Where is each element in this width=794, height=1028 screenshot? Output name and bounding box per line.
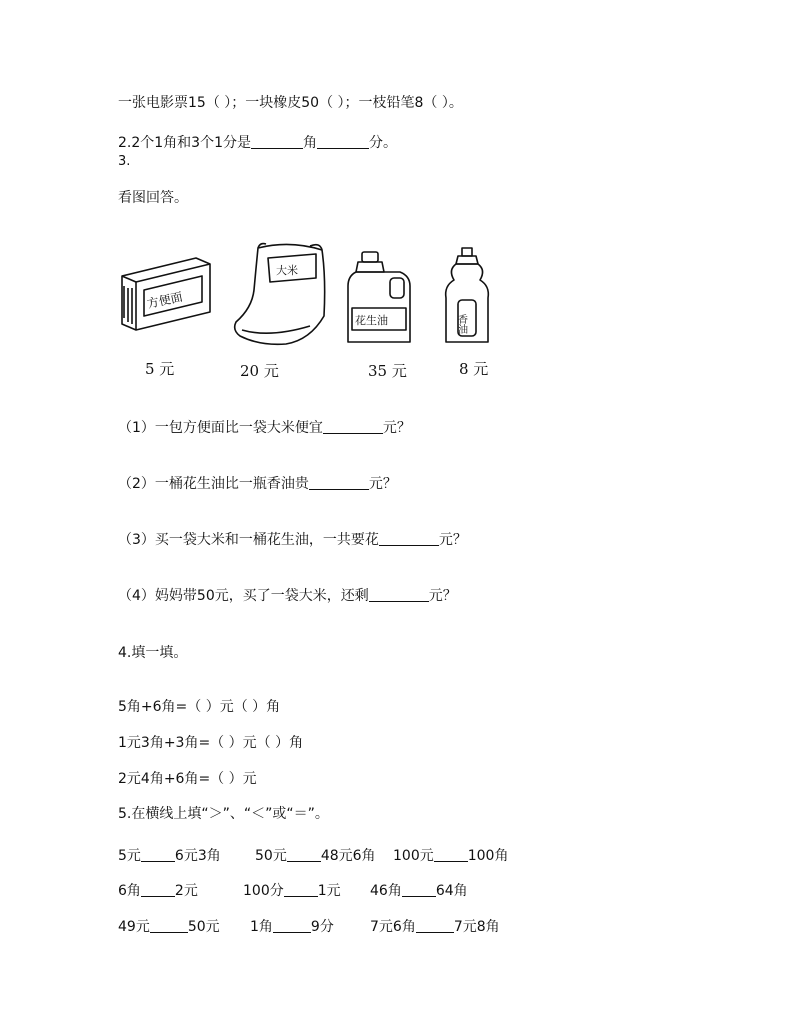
question-4-title: 4.填一填。: [118, 645, 188, 661]
compare-blank[interactable]: [284, 882, 318, 897]
question-5-title: 5.在横线上填“＞”、“＜”或“＝”。: [118, 806, 329, 822]
compare-blank[interactable]: [402, 882, 436, 897]
question-1: 一张电影票15（ ）；一块橡皮50（ ）；一枝铅笔8（ ）。: [118, 95, 463, 111]
question-2-unit-jiao: 角: [303, 135, 317, 151]
compare-item: [255, 845, 376, 865]
answer-blank[interactable]: [323, 419, 383, 434]
peanut-oil-label: 花生油: [355, 314, 388, 327]
question-3-instruction: 看图回答。: [118, 190, 188, 206]
sesame-oil-label: 香油: [455, 314, 467, 334]
price-peanut-oil: 35 元: [368, 362, 407, 380]
sub-question-suffix: 元？: [368, 476, 397, 492]
price-rice: 20 元: [240, 362, 279, 380]
rice-bag-label: 大米: [276, 264, 298, 277]
sub-question-4: [118, 587, 457, 605]
rice-bag-image: [235, 244, 325, 345]
answer-blank[interactable]: [309, 475, 369, 490]
compare-blank[interactable]: [141, 847, 175, 862]
sub-question-text: （1）一包方便面比一袋大米便宜: [118, 420, 323, 436]
question-2: [118, 134, 397, 152]
compare-item: [118, 880, 198, 900]
compare-blank[interactable]: [273, 918, 311, 933]
instant-noodles-image: [122, 258, 210, 330]
compare-right: 100角: [467, 848, 509, 864]
compare-blank[interactable]: [434, 847, 468, 862]
answer-blank[interactable]: [317, 134, 369, 149]
sub-question-3: [118, 531, 467, 549]
fill-line-1: 5角+6角=（ ）元（ ）角: [118, 699, 281, 715]
compare-blank[interactable]: [150, 918, 188, 933]
compare-item: [370, 916, 500, 936]
compare-blank[interactable]: [287, 847, 321, 862]
compare-right: 2元: [174, 883, 198, 899]
compare-right: 1元: [317, 883, 341, 899]
compare-right: 48元6角: [320, 848, 376, 864]
compare-right: 9分: [310, 919, 334, 935]
compare-left: 50元: [255, 848, 287, 864]
question-3-number: 3.: [118, 154, 131, 169]
answer-blank[interactable]: [369, 587, 429, 602]
compare-item: [118, 916, 220, 936]
compare-item: [370, 880, 468, 900]
sub-question-suffix: 元？: [382, 420, 411, 436]
compare-left: 46角: [370, 883, 402, 899]
product-illustrations: [110, 238, 510, 350]
compare-blank[interactable]: [416, 918, 454, 933]
compare-left: 1角: [250, 919, 273, 935]
price-sesame-oil: 8 元: [459, 360, 489, 378]
fill-line-2: 1元3角+3角=（ ）元（ ）角: [118, 735, 304, 751]
compare-left: 100分: [243, 883, 284, 899]
compare-left: 49元: [118, 919, 150, 935]
compare-right: 50元: [187, 919, 220, 935]
compare-item: [250, 916, 334, 936]
compare-item: [243, 880, 341, 900]
compare-left: 5元: [118, 848, 141, 864]
answer-blank[interactable]: [251, 134, 303, 149]
compare-left: 100元: [393, 848, 434, 864]
price-instant-noodles: 5 元: [145, 360, 175, 378]
compare-right: 6元3角: [174, 848, 221, 864]
sub-question-suffix: 元？: [438, 532, 467, 548]
compare-right: 7元8角: [453, 919, 500, 935]
peanut-oil-image: [348, 252, 410, 342]
compare-item: [393, 845, 508, 865]
sesame-oil-image: [446, 248, 489, 342]
question-2-unit-fen: 分。: [369, 135, 397, 151]
compare-blank[interactable]: [141, 882, 175, 897]
question-2-text: 2.2个1角和3个1分是: [118, 135, 251, 151]
sub-question-suffix: 元？: [428, 588, 457, 604]
compare-left: 6角: [118, 883, 141, 899]
sub-question-1: [118, 419, 411, 437]
compare-right: 64角: [435, 883, 468, 899]
sub-question-2: [118, 475, 397, 493]
sub-question-text: （4）妈妈带50元，买了一袋大米，还剩: [118, 588, 369, 604]
sub-question-text: （2）一桶花生油比一瓶香油贵: [118, 476, 309, 492]
sub-question-text: （3）买一袋大米和一桶花生油，一共要花: [118, 532, 379, 548]
instant-noodles-label: 方便面: [145, 289, 184, 311]
fill-line-3: 2元4角+6角=（ ）元: [118, 771, 257, 787]
answer-blank[interactable]: [379, 531, 439, 546]
compare-left: 7元6角: [370, 919, 416, 935]
compare-item: [118, 845, 221, 865]
